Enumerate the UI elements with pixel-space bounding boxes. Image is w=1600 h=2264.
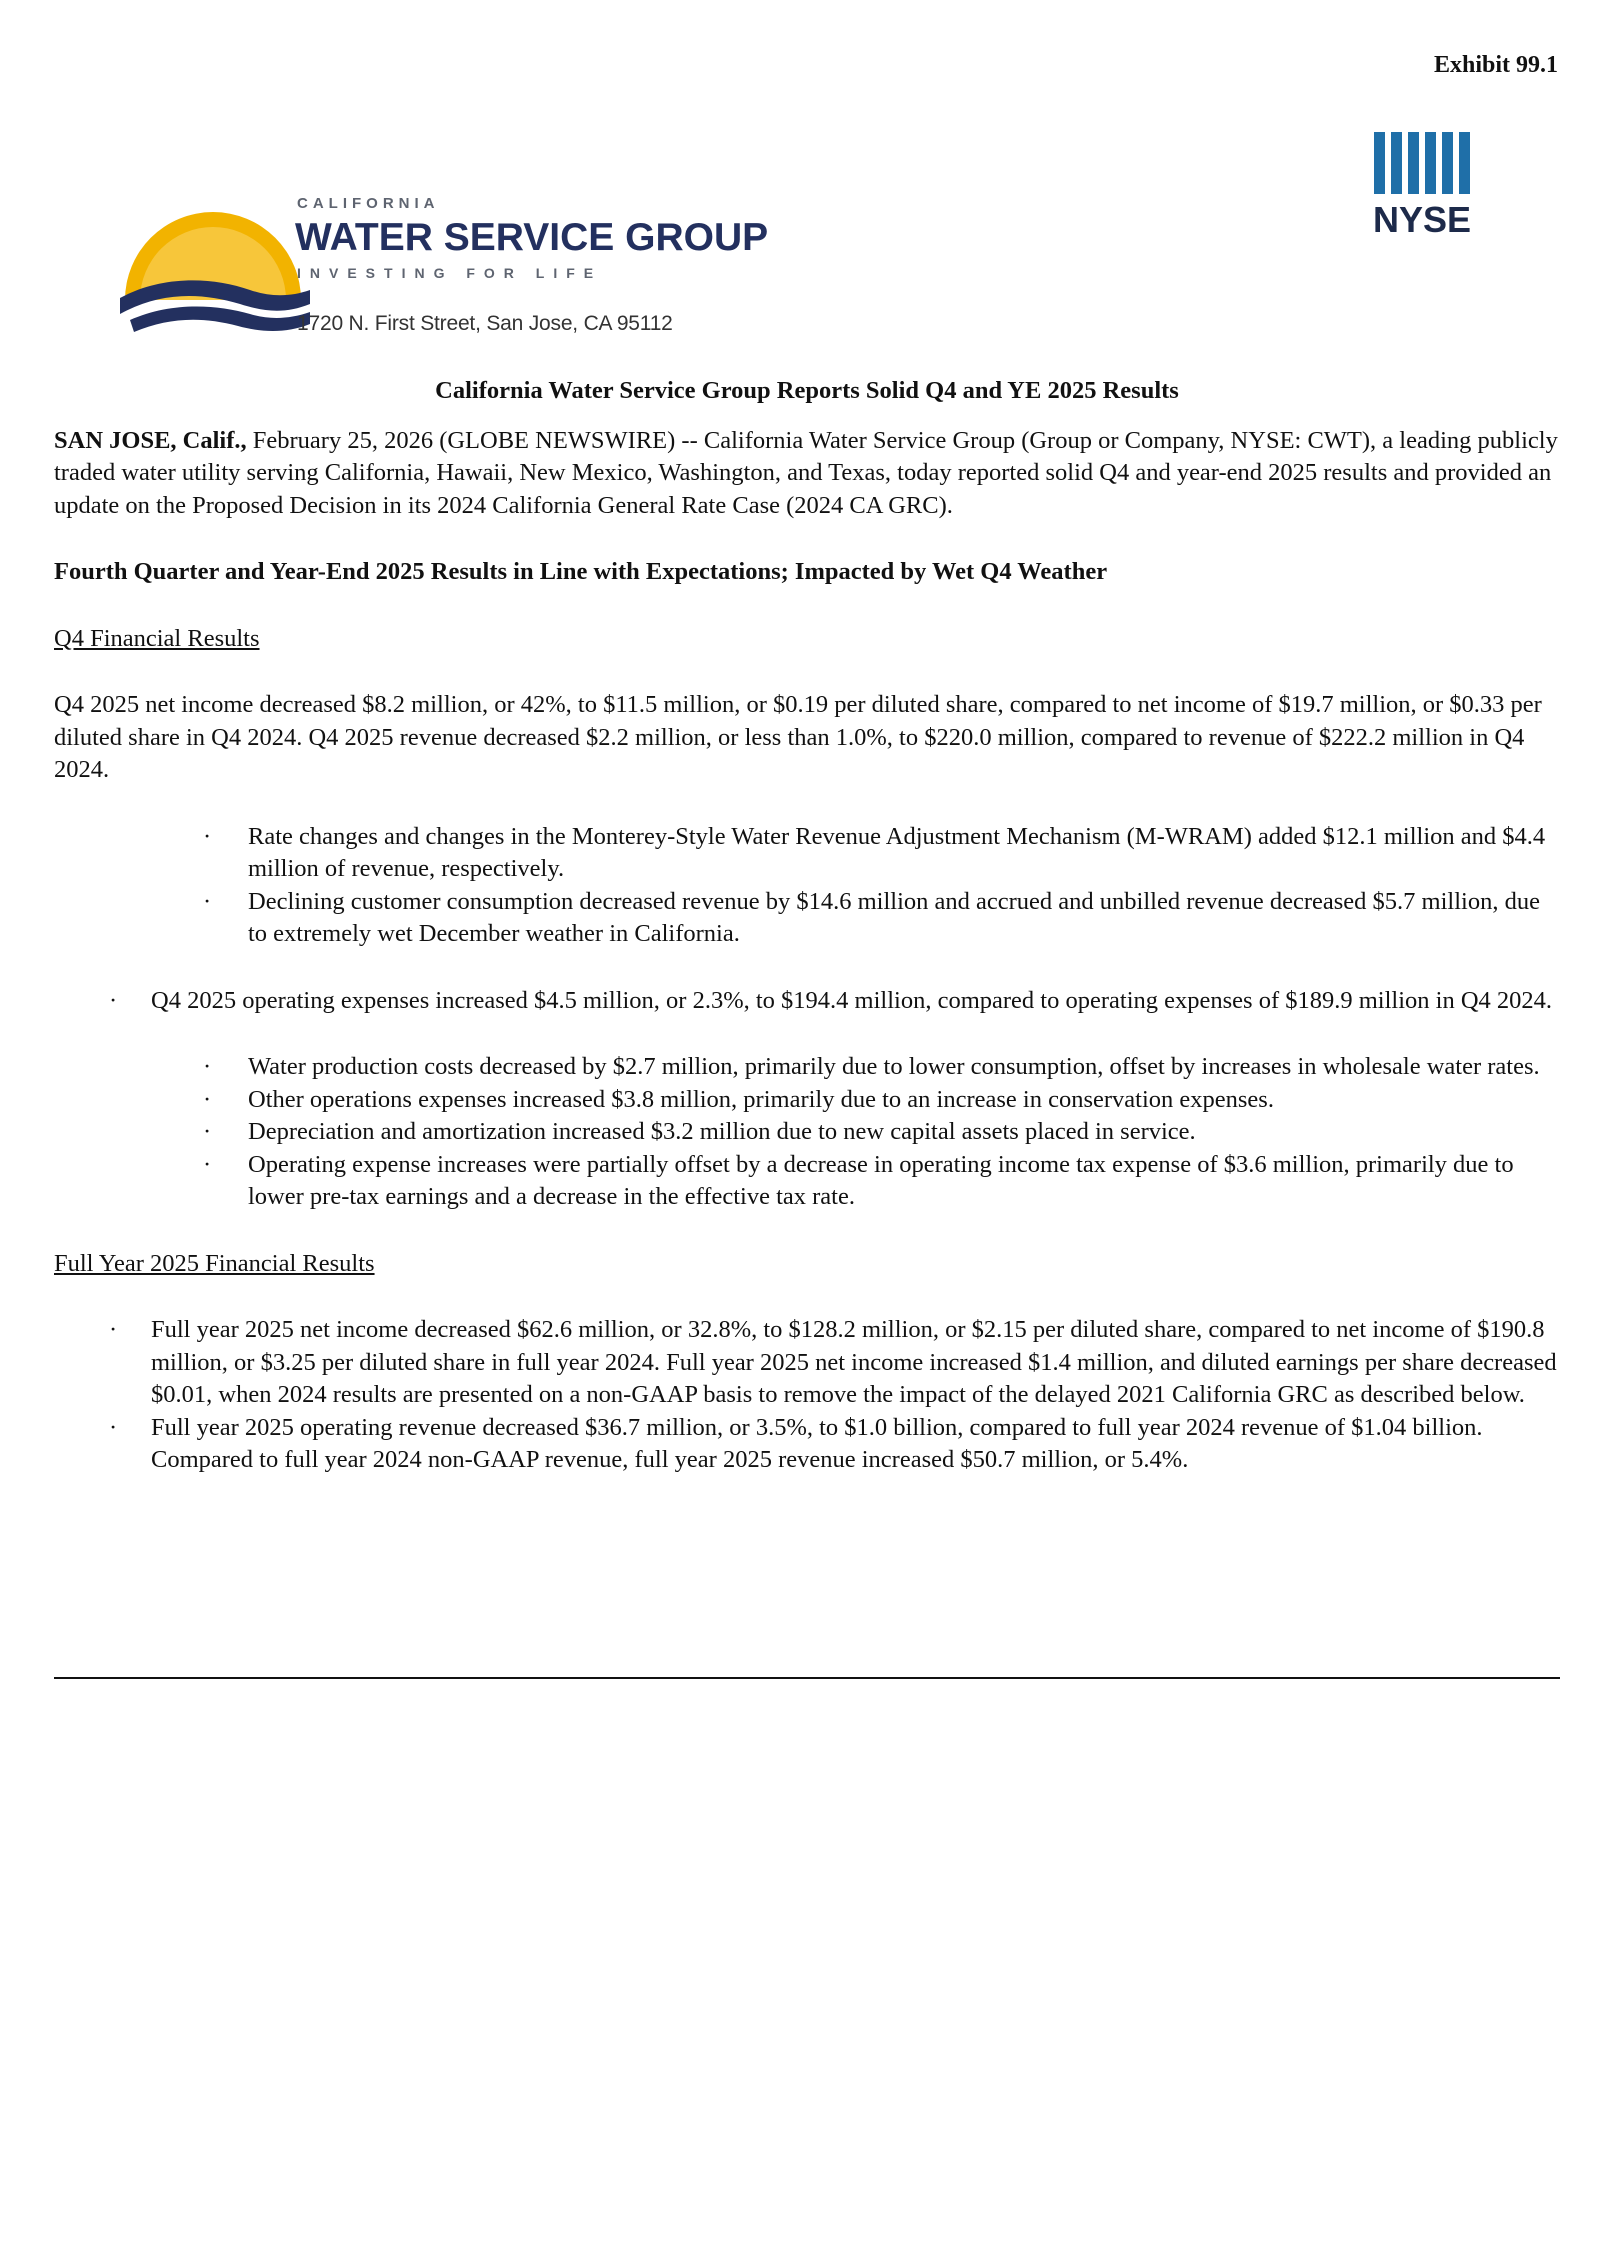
q4-revenue-bullets <box>54 821 1560 951</box>
section-heading: Fourth Quarter and Year-End 2025 Results in Line with Expectations; Impacted by Wet Q4 Weather <box>54 558 1108 585</box>
q4-opex-sub-bullets <box>54 1051 1560 1214</box>
logo-line3: INVESTING FOR LIFE <box>297 265 603 281</box>
dateline: SAN JOSE, Calif., <box>54 426 247 454</box>
horizontal-divider <box>54 1677 1560 1679</box>
list-item <box>203 821 1560 886</box>
list-item-text: Water production costs decreased by $2.7 million, primarily due to lower consumption, offset by increases in wholesale water rates. <box>248 1053 1540 1080</box>
bullet-glyph: · <box>203 1118 212 1145</box>
bullet-glyph: · <box>109 1413 118 1441</box>
list-item <box>203 1116 1560 1149</box>
intro-text: February 25, 2026 (GLOBE NEWSWIRE) -- California Water Service Group (Group or Company, NYSE: CWT), a leading publicly traded water utility serving California, Hawaii, New Mexico, Washington, and Texas, today reported solid Q4 and year-end 2025 results and provided an update on the Proposed Decision in its 2024 California General Rate Case (2024 CA GRC). <box>54 426 1558 519</box>
list-item-text: Depreciation and amortization increased $3.2 million due to new capital assets placed in service. <box>248 1118 1196 1145</box>
fy-heading: Full Year 2025 Financial Results <box>54 1249 375 1277</box>
q4-opex-bullets <box>54 985 1560 1018</box>
list-item <box>203 886 1560 951</box>
list-item <box>203 1051 1560 1084</box>
bullet-glyph: · <box>203 1053 212 1080</box>
bullet-glyph: · <box>203 887 212 915</box>
press-release-body <box>54 375 1560 1511</box>
nyse-logo-text: NYSE <box>1372 199 1472 240</box>
list-item-text: Full year 2025 operating revenue decreased $36.7 million, or 3.5%, to $1.0 billion, compared to full year 2024 revenue of $1.04 billion. Compared to full year 2024 non-GAAP revenue, full year 2025 revenue increased $50.7 million, or 5.4%. <box>151 1413 1483 1473</box>
list-item-text: Q4 2025 operating expenses increased $4.5 million, or 2.3%, to $194.4 million, compared to operating expenses of $189.9 million in Q4 2024. <box>151 986 1553 1014</box>
list-item-text: Declining customer consumption decreased revenue by $14.6 million and accrued and unbilled revenue decreased $5.7 million, due to extremely wet December weather in California. <box>248 887 1540 947</box>
list-item-text: Full year 2025 net income decreased $62.6 million, or 32.8%, to $128.2 million, or $2.15 per diluted share, compared to net income of $190.8 million, or $3.25 per diluted share in full year 2024. Full year 2025 net income increased $1.4 million, and diluted earnings per share decreased $0.01, when 2024 results are presented on a non-GAAP basis to remove the impact of the delayed 2021 California GRC as described below. <box>151 1316 1557 1408</box>
intro-paragraph <box>54 425 1560 523</box>
company-address: 1720 N. First Street, San Jose, CA 95112 <box>297 312 673 335</box>
nyse-logo <box>1370 128 1480 240</box>
list-item <box>203 1084 1560 1117</box>
bullet-glyph: · <box>203 1085 212 1113</box>
list-item-text: Operating expense increases were partially offset by a decrease in operating income tax expense of $3.6 million, primarily due to lower pre-tax earnings and a decrease in the effective tax rate. <box>248 1150 1514 1210</box>
bullet-glyph: · <box>109 986 118 1014</box>
list-item-text: Other operations expenses increased $3.8 million, primarily due to an increase in conservation expenses. <box>248 1085 1274 1113</box>
bullet-glyph: · <box>203 1150 212 1178</box>
page-title: California Water Service Group Reports Solid Q4 and YE 2025 Results <box>435 377 1179 404</box>
bullet-glyph: · <box>203 822 212 850</box>
nyse-pillars-icon <box>1374 132 1470 194</box>
exhibit-number: Exhibit 99.1 <box>1433 52 1558 78</box>
logo-line1: CALIFORNIA <box>297 195 440 212</box>
logo-line2: WATER SERVICE GROUP <box>295 216 769 259</box>
list-item-text: Rate changes and changes in the Monterey-Style Water Revenue Adjustment Mechanism (M-WRAM) added $12.1 million and $4.4 million of revenue, respectively. <box>248 822 1546 882</box>
q4-heading: Q4 Financial Results <box>54 624 260 652</box>
list-item <box>203 1149 1560 1214</box>
q4-summary: Q4 2025 net income decreased $8.2 million, or 42%, to $11.5 million, or $0.19 per diluted share, compared to net income of $19.7 million, or $0.33 per diluted share in Q4 2024. Q4 2025 revenue decreased $2.2 million, or less than 1.0%, to $220.0 million, compared to revenue of $222.2 million in Q4 2024. <box>54 691 1542 783</box>
fy-bullets <box>54 1314 1560 1477</box>
list-item <box>109 1412 1560 1477</box>
list-item <box>109 1314 1560 1412</box>
list-item <box>109 985 1560 1018</box>
bullet-glyph: · <box>109 1316 118 1343</box>
